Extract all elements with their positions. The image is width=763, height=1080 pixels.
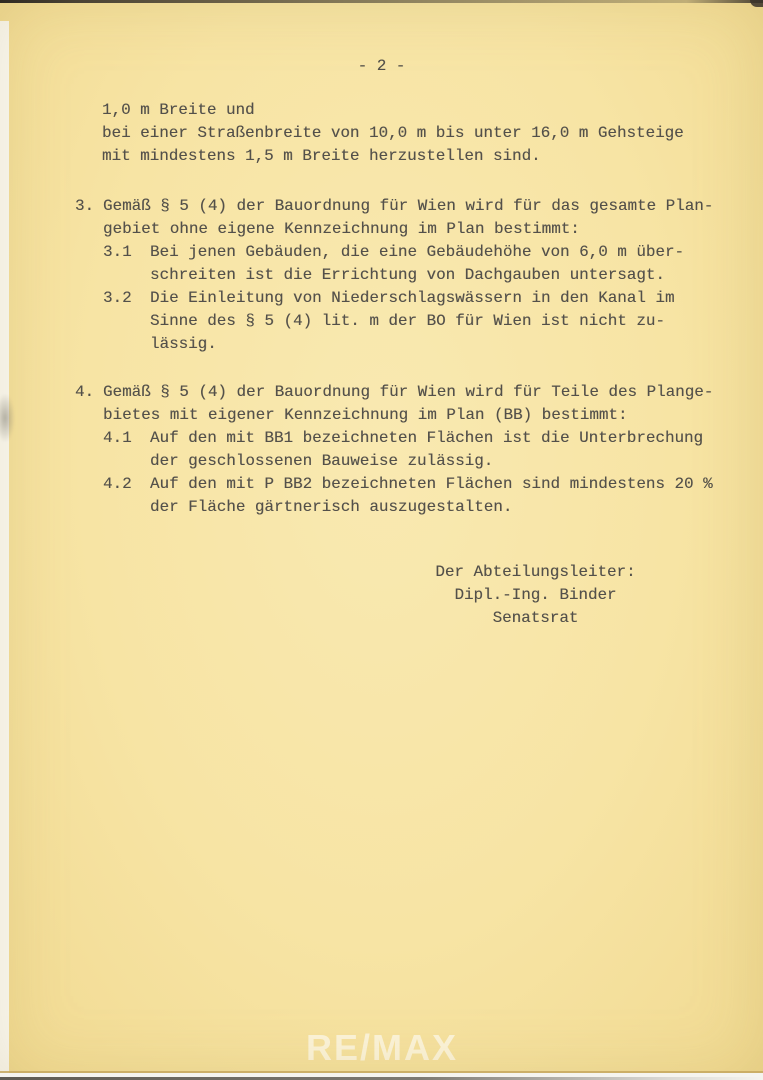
scan-top-edge-shadow [0, 0, 763, 3]
item-3-1-line: Bei jenen Gebäuden, die eine Gebäudehöhe von 6,0 m über- [150, 243, 685, 261]
item-3-2-line: lässig. [150, 335, 217, 353]
item-4-1-text [150, 427, 703, 473]
item-3-2-line: Sinne des § 5 (4) lit. m der BO für Wien ist nicht zu- [150, 312, 665, 330]
item-3-1-text [150, 241, 684, 287]
item-3-2-number: 3.2 [103, 289, 132, 307]
item-4-line: Gemäß § 5 (4) der Bauordnung für Wien wird für Teile des Plange- [103, 383, 714, 401]
signature-title: Der Abteilungsleiter: [435, 563, 636, 581]
item-3-line: gebiet ohne eigene Kennzeichnung im Plan bestimmt: [103, 220, 580, 238]
item-3-text [103, 195, 713, 241]
remax-watermark-logo: RE/MAX [306, 1027, 459, 1068]
item-4-1-number: 4.1 [103, 429, 132, 447]
signature-block [435, 561, 636, 630]
item-4-2-line: der Fläche gärtnerisch auszugestalten. [150, 498, 513, 516]
item-4-line: bietes mit eigener Kennzeichnung im Plan (BB) bestimmt: [103, 406, 628, 424]
intro-line: bei einer Straßenbreite von 10,0 m bis unter 16,0 m Gehsteige [102, 124, 684, 142]
signature-rank: Senatsrat [492, 609, 579, 627]
page-number: - 2 - [357, 57, 406, 75]
item-3-1-line: schreiten ist die Errichtung von Dachgauben untersagt. [150, 266, 665, 284]
item-4-1-line: der geschlossenen Bauweise zulässig. [150, 452, 494, 470]
intro-paragraph [102, 99, 684, 168]
item-3-2-line: Die Einleitung von Niederschlagswässern in den Kanal im [150, 289, 675, 307]
signature-name: Dipl.-Ing. Binder [454, 586, 617, 604]
intro-line: 1,0 m Breite und [102, 101, 255, 119]
item-3-line: Gemäß § 5 (4) der Bauordnung für Wien wird für das gesamte Plan- [103, 197, 714, 215]
item-4-text [103, 381, 713, 427]
scan-top-right-corner-mark [750, 0, 763, 7]
item-3-number: 3. [75, 197, 95, 215]
item-3-1-number: 3.1 [103, 243, 132, 261]
scan-left-paper-edge [0, 21, 9, 1080]
scan-smudge-mark [0, 393, 15, 443]
item-4-2-line: Auf den mit P BB2 bezeichneten Flächen sind mindestens 20 % [150, 475, 713, 493]
item-4-1-line: Auf den mit BB1 bezeichneten Flächen ist die Unterbrechung [150, 429, 704, 447]
item-3-2-text [150, 287, 674, 356]
item-4-2-text [150, 473, 713, 519]
item-4-2-number: 4.2 [103, 475, 132, 493]
intro-line: mit mindestens 1,5 m Breite herzustellen sind. [102, 147, 541, 165]
item-4-number: 4. [75, 383, 95, 401]
